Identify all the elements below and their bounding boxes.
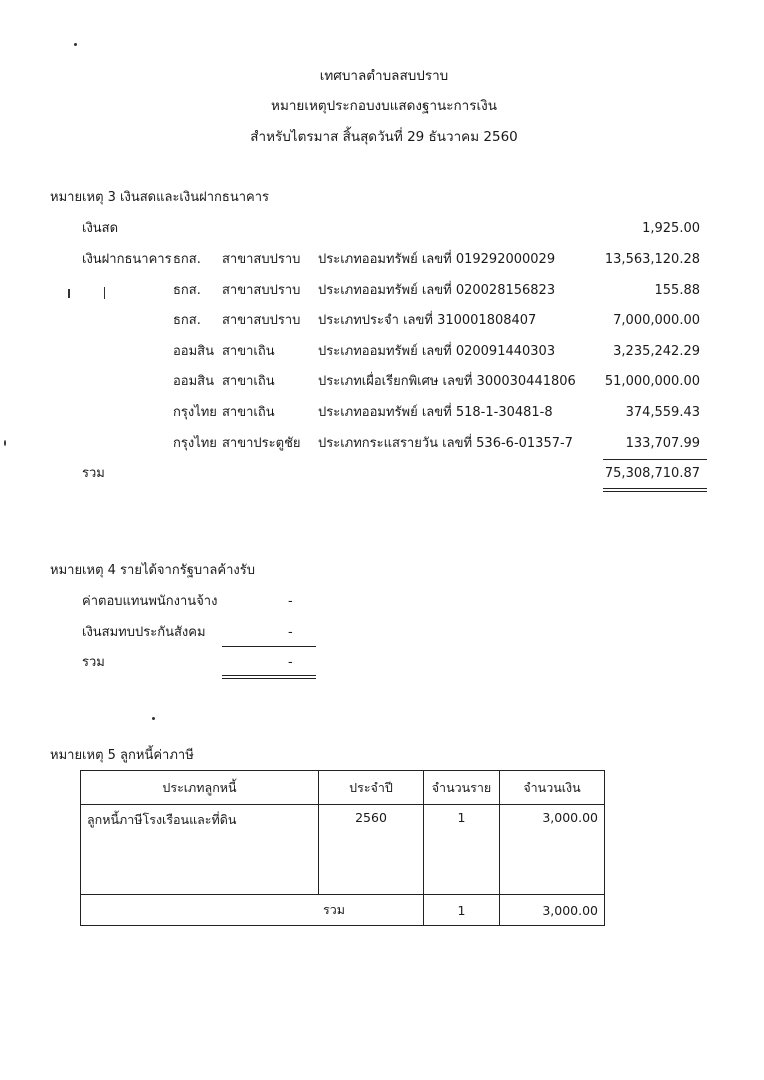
deposit-account: ประเภทออมทรัพย์ เลขที่ 019292000029 [318, 252, 556, 267]
cell-total-label: รวม [81, 895, 424, 926]
note3-total-label: รวม [82, 466, 105, 481]
cell-amount: 3,000.00 [500, 805, 605, 895]
scan-speck [74, 43, 77, 46]
deposit-bank: กรุงไทย [173, 405, 217, 420]
scan-speck [68, 289, 70, 298]
deposit-branch: สาขาประตูชัย [222, 436, 301, 451]
scan-speck [152, 717, 155, 720]
cash-label: เงินสด [82, 221, 119, 236]
subtotal-rule [603, 459, 707, 460]
deposit-bank: ออมสิน [173, 374, 215, 389]
deposit-bank: กรุงไทย [173, 436, 217, 451]
scan-speck [4, 440, 6, 446]
table-row [81, 805, 605, 895]
note3-heading: หมายเหตุ 3 เงินสดและเงินฝากธนาคาร [50, 190, 269, 205]
deposit-amount: 13,563,120.28 [604, 252, 700, 267]
note4-item-value: - [288, 625, 293, 640]
deposit-amount: 7,000,000.00 [613, 313, 700, 328]
col-header-year: ประจำปี [319, 771, 424, 805]
deposit-bank: ธกส. [173, 313, 201, 328]
double-rule-top [603, 488, 707, 489]
note4-double-rule-top [222, 675, 316, 676]
deposit-bank: ธกส. [173, 252, 201, 267]
cell-type: ลูกหนี้ภาษีโรงเรือนและที่ดิน [81, 805, 319, 895]
deposit-amount: 133,707.99 [625, 436, 700, 451]
deposit-amount: 3,235,242.29 [613, 344, 700, 359]
note4-item-label: เงินสมทบประกันสังคม [82, 625, 206, 640]
deposit-branch: สาขาสบปราบ [222, 283, 301, 298]
deposit-branch: สาขาเถิน [222, 374, 275, 389]
scan-speck [104, 287, 105, 299]
cell-total-amount: 3,000.00 [500, 895, 605, 926]
cell-year: 2560 [319, 805, 424, 895]
deposit-account: ประเภทออมทรัพย์ เลขที่ 020028156823 [318, 283, 556, 298]
col-header-count: จำนวนราย [424, 771, 500, 805]
deposit-amount: 155.88 [654, 283, 700, 298]
deposit-branch: สาขาเถิน [222, 405, 275, 420]
deposit-account: ประเภทเผื่อเรียกพิเศษ เลขที่ 300030441806 [318, 374, 576, 389]
cell-count: 1 [424, 805, 500, 895]
note4-double-rule-bottom [222, 678, 316, 679]
note4-subtotal-rule [222, 646, 316, 647]
deposit-amount: 374,559.43 [625, 405, 700, 420]
deposit-account: ประเภทออมทรัพย์ เลขที่ 020091440303 [318, 344, 556, 359]
note4-item-value: - [288, 594, 293, 609]
deposit-branch: สาขาสบปราบ [222, 313, 301, 328]
table-total-row [81, 895, 605, 926]
note4-item-label: ค่าตอบแทนพนักงานจ้าง [82, 594, 218, 609]
deposit-account: ประเภทประจำ เลขที่ 310001808407 [318, 313, 537, 328]
deposit-branch: สาขาเถิน [222, 344, 275, 359]
note4-total-label: รวม [82, 655, 105, 670]
deposit-bank: ธกส. [173, 283, 201, 298]
note4-heading: หมายเหตุ 4 รายได้จากรัฐบาลค้างรับ [50, 563, 255, 578]
deposit-bank: ออมสิน [173, 344, 215, 359]
deposit-amount: 51,000,000.00 [604, 374, 700, 389]
period-line: สำหรับไตรมาส สิ้นสุดวันที่ 29 ธันวาคม 2560 [250, 129, 518, 145]
note3-total-value: 75,308,710.87 [604, 466, 700, 481]
table-header-row [81, 771, 605, 805]
col-header-amount: จำนวนเงิน [500, 771, 605, 805]
document-title: หมายเหตุประกอบงบแสดงฐานะการเงิน [271, 98, 497, 114]
note5-heading: หมายเหตุ 5 ลูกหนี้ค่าภาษี [50, 748, 194, 763]
col-header-type: ประเภทลูกหนี้ [81, 771, 319, 805]
deposit-account: ประเภทกระแสรายวัน เลขที่ 536-6-01357-7 [318, 436, 573, 451]
org-name: เทศบาลตำบลสบปราบ [319, 68, 449, 84]
deposit-branch: สาขาสบปราบ [222, 252, 301, 267]
double-rule-bottom [603, 491, 707, 492]
deposit-label: เงินฝากธนาคาร [82, 252, 172, 267]
cell-total-count: 1 [424, 895, 500, 926]
cash-value: 1,925.00 [642, 221, 700, 236]
deposit-account: ประเภทออมทรัพย์ เลขที่ 518-1-30481-8 [318, 405, 553, 420]
debtor-table [80, 770, 605, 926]
note4-total-value: - [288, 655, 293, 670]
